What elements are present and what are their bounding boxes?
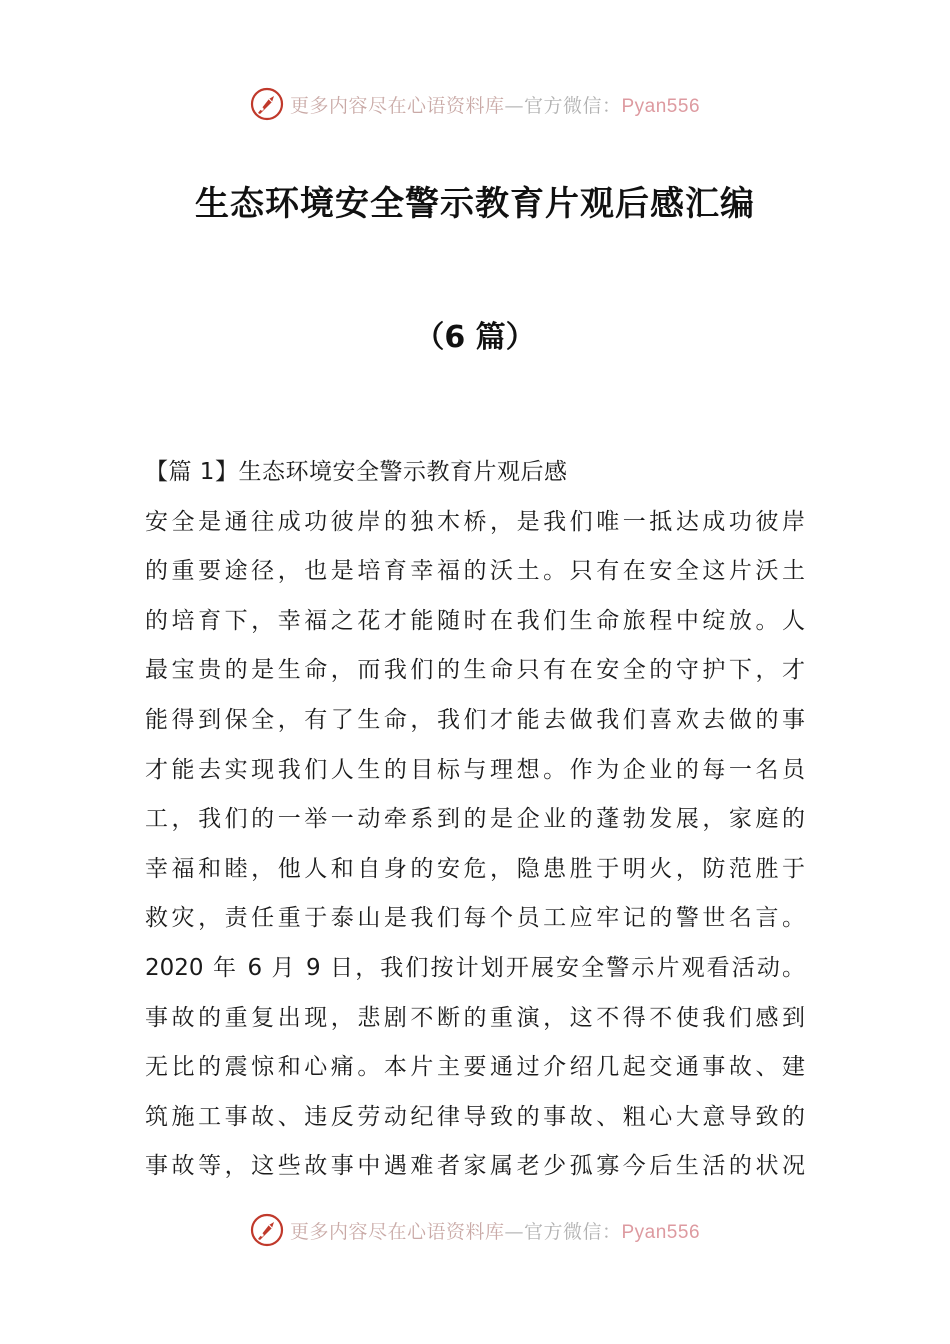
article-line: 工，我们的一举一动牵系到的是企业的蓬勃发展，家庭的 [145,806,805,833]
footer-watermark-banner [0,1210,950,1250]
banner-text [290,91,700,118]
banner-wechat-label: 官方微信： [523,1220,622,1243]
banner-slogan: 更多内容尽在心语资料库 [289,94,505,117]
article-line: 事故的重复出现，悲剧不断的重演，这不得不使我们感到 [145,1004,805,1031]
document-title: 生态环境安全警示教育片观后感汇编 [195,184,755,224]
article-body [145,448,805,1192]
article-line: 的培育下，幸福之花才能随时在我们生命旅程中绽放。人 [145,607,805,634]
document-subtitle: （6 篇） [414,320,536,355]
article-heading: 【篇 1】生态环境安全警示教育片观后感 [145,459,568,485]
banner-wechat-label: 官方微信： [523,94,622,117]
banner-dash: — [504,1220,524,1243]
article-line: 才能去实现我们人生的目标与理想。作为企业的每一名员 [145,756,805,783]
article-line: 筑施工事故、违反劳动纪律导致的事故、粗心大意导致的 [145,1103,805,1130]
header-watermark-banner [0,84,950,124]
article-line: 救灾，责任重于泰山是我们每个员工应牢记的警世名言。 [145,905,805,932]
article-line: 无比的震惊和心痛。本片主要通过介绍几起交通事故、建 [145,1054,805,1081]
article-line: 的重要途径，也是培育幸福的沃土。只有在安全这片沃土 [145,558,805,585]
pen-nib-icon [250,1213,284,1247]
banner-dash: — [504,94,524,117]
pen-nib-icon [250,87,284,121]
article-line: 能得到保全，有了生命，我们才能去做我们喜欢去做的事 [145,706,805,733]
banner-wechat-id: Pyan556 [621,1221,701,1243]
banner-wechat-id: Pyan556 [621,95,701,117]
article-line: 2020 年 6 月 9 日，我们按计划开展安全警示片观看活动。 [145,954,805,981]
article-line: 幸福和睦，他人和自身的安危，隐患胜于明火，防范胜于 [145,855,805,882]
article-line: 安全是通往成功彼岸的独木桥，是我们唯一抵达成功彼岸 [145,508,805,535]
banner-text [290,1217,700,1244]
article-line: 最宝贵的是生命，而我们的生命只有在安全的守护下，才 [145,657,805,684]
banner-slogan: 更多内容尽在心语资料库 [289,1220,505,1243]
article-line: 事故等，这些故事中遇难者家属老少孤寡今后生活的状况 [145,1153,805,1180]
